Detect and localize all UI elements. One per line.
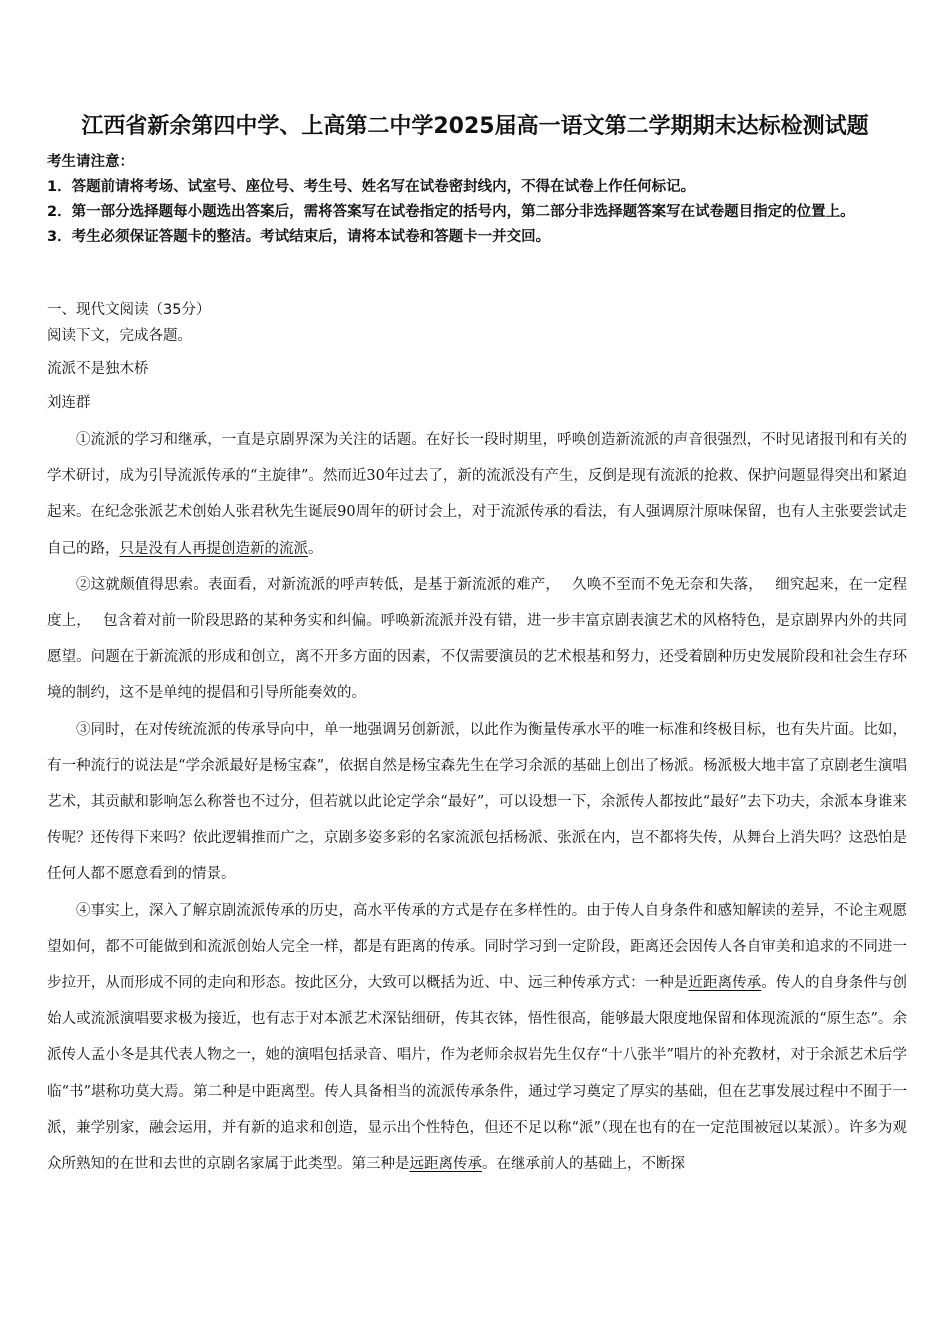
notice-heading: 考生请注意： (47, 154, 134, 170)
reading-instruction: 阅读下文，完成各题。 (47, 328, 192, 344)
paragraph-text: ①流派的学习和继承，一直是京剧界深为关注的话题。在好长一段时期里，呼唤创造新流派的声音很强烈，不时见诸报刊和有关的学术研讨，成为引导流派传承的“主旋律”。然而近30年过去了，新的流派没有产生，反倒是现有流派的抢救、保护问题显得突出和紧迫起来。在纪念张派艺术创始人张君秋先生诞辰90周年的研讨会上，对于流派传承的看法，有人强调原汁原味保留，也有人主张要尝试走自己的路， (47, 432, 907, 557)
article-body (47, 422, 907, 1182)
article-author: 刘连群 (47, 395, 91, 411)
underlined-phrase: 只是没有人再提创造新的流派 (119, 540, 308, 557)
notice-item: 1．答题前请将考场、试室号、座位号、考生号、姓名写在试卷密封线内，不得在试卷上作任何标记。 (47, 179, 696, 195)
paragraph-text: 。 (308, 540, 323, 557)
paragraph-text: ④事实上，深入了解京剧流派传承的历史，高水平传承的方式是存在多样性的。由于传人自身条件和感知解读的差异，不论主观愿望如何，都不可能做到和流派创始人完全一样，都是有距离的传承。同时学习到一定阶段，距离还会因传人各自审美和追求的不同进一步拉开，从而形成不同的走向和形态。按此区分，大致可以概括为近、中、远三种传承方式：一种是 (47, 902, 907, 992)
exam-title: 江西省新余第四中学、上高第二中学2025届高一语文第二学期期末达标检测试题 (81, 114, 869, 139)
article-title: 流派不是独木桥 (47, 361, 149, 377)
paragraph-1 (47, 422, 907, 567)
notice-item: 3．考生必须保证答题卡的整洁。考试结束后，请将本试卷和答题卡一并交回。 (47, 229, 551, 245)
exam-notice (47, 150, 907, 250)
paragraph-text: 。传人的自身条件与创始人或流派演唱要求极为接近，也有志于对本派艺术深钻细研，传其衣钵，悟性很高，能够最大限度地保留和体现流派的“原生态”。余派传人孟小冬是其代表人物之一，她的演唱包括录音、唱片，作为老师余叔岩先生仅存“十八张半”唱片的补充教材，对于余派艺术后学临“书”堪称功莫大焉。第二种是中距离型。传人具备相当的流派传承条件，通过学习奠定了厚实的基础，但在艺事发展过程中不囿于一派，兼学别家，融会运用，并有新的追求和创造，显示出个性特色，但还不足以称“派”（现在也有的在一定范围被冠以某派）。许多为观众所熟知的在世和去世的京剧名家属于此类型。第三种是 (47, 975, 908, 1173)
underlined-phrase: 远距离传承 (409, 1156, 482, 1173)
paragraph-3: ③同时，在对传统流派的传承导向中，单一地强调另创新派，以此作为衡量传承水平的唯一标准和终极目标，也有失片面。比如，有一种流行的说法是“学余派最好是杨宝森”，依据自然是杨宝森先生在学习余派的基础上创出了杨派。杨派极大地丰富了京剧老生演唱艺术，其贡献和影响怎么称誉也不过分，但若就以此论定学余“最好”，可以设想一下，余派传人都按此“最好”去下功夫，余派本身谁来传呢？还传得下来吗？依此逻辑推而广之，京剧多姿多彩的名家流派包括杨派、张派在内，岂不都将失传，从舞台上消失吗？这恐怕是任何人都不愿意看到的情景。 (47, 721, 907, 883)
underlined-phrase: 近距离传承 (688, 975, 762, 992)
paragraph-2: ②这就颇值得思索。表面看，对新流派的呼声转低，是基于新流派的难产， 久唤不至而不免无奈和失落， 细究起来，在一定程度上， 包含着对前一阶段思路的某种务实和纠偏。呼唤新流派并没有错，进一步丰富京剧表演艺术的风格特色，是京剧界内外的共同愿望。问题在于新流派的形成和创立，离不开多方面的因素，不仅需要演员的艺术根基和努力，还受着剧种历史发展阶段和社会生存环境的制约，这不是单纯的提倡和引导所能奏效的。 (47, 576, 907, 702)
paragraph-text: 。在继承前人的基础上，不断探 (482, 1156, 685, 1173)
paragraph-4 (47, 893, 907, 1183)
notice-item: 2．第一部分选择题每小题选出答案后，需将答案写在试卷指定的括号内，第二部分非选择题答案写在试卷题目指定的位置上。 (47, 204, 855, 220)
section-heading: 一、现代文阅读（35分） (47, 302, 211, 318)
